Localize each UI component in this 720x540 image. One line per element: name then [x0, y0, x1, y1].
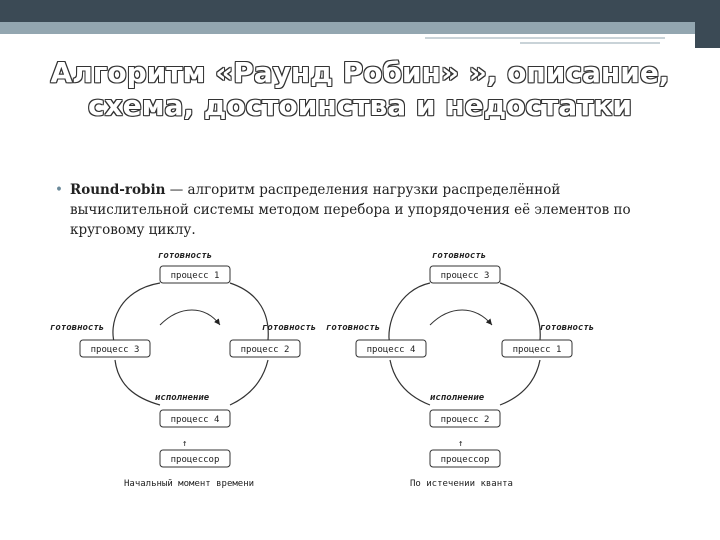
diagram-left: [50, 251, 316, 489]
state-label: готовность: [432, 251, 487, 261]
process-label: процесс 3: [440, 271, 490, 281]
state-label: исполнение: [430, 393, 485, 403]
cycle-arc: [389, 283, 430, 345]
bullet-definition: — алгоритм распределения нагрузки распределённой вычислительной системы методом перебора и упорядочения её элементов по круговому циклу.: [70, 182, 631, 238]
process-label: процесс 1: [512, 345, 562, 355]
state-label: готовность: [158, 251, 213, 261]
arrow-up-icon: ↑: [458, 439, 464, 449]
title-line-1: Алгоритм «Раунд Робин» », описание,: [50, 56, 670, 89]
processor-label: процессор: [170, 455, 220, 465]
diagram-caption: По истечении кванта: [410, 479, 513, 489]
diagram-caption: Начальный момент времени: [124, 479, 255, 489]
process-label: процесс 2: [240, 345, 290, 355]
title-line-2: схема, достоинства и недостатки: [87, 89, 632, 122]
process-label: процесс 2: [440, 415, 490, 425]
state-label: готовность: [50, 323, 105, 333]
rotation-arrow: [160, 310, 220, 325]
cycle-arc: [113, 283, 160, 345]
cycle-arc: [115, 360, 160, 405]
bullet-term: Round-robin: [70, 182, 166, 198]
arrow-up-icon: ↑: [182, 439, 188, 449]
diagram-right: [326, 251, 594, 489]
process-label: процесс 4: [170, 415, 220, 425]
cycle-arc: [230, 360, 268, 405]
rotation-arrow: [430, 310, 492, 325]
process-label: процесс 1: [170, 271, 220, 281]
bullet-dot: •: [55, 182, 63, 198]
state-label: готовность: [326, 323, 381, 333]
state-label: готовность: [540, 323, 595, 333]
cycle-arc: [390, 360, 430, 405]
process-label: процесс 3: [90, 345, 140, 355]
state-label: исполнение: [155, 393, 210, 403]
cycle-arc: [500, 360, 540, 405]
cycle-arc: [500, 283, 540, 340]
state-label: готовность: [262, 323, 317, 333]
process-label: процесс 4: [366, 345, 416, 355]
processor-label: процессор: [440, 455, 490, 465]
